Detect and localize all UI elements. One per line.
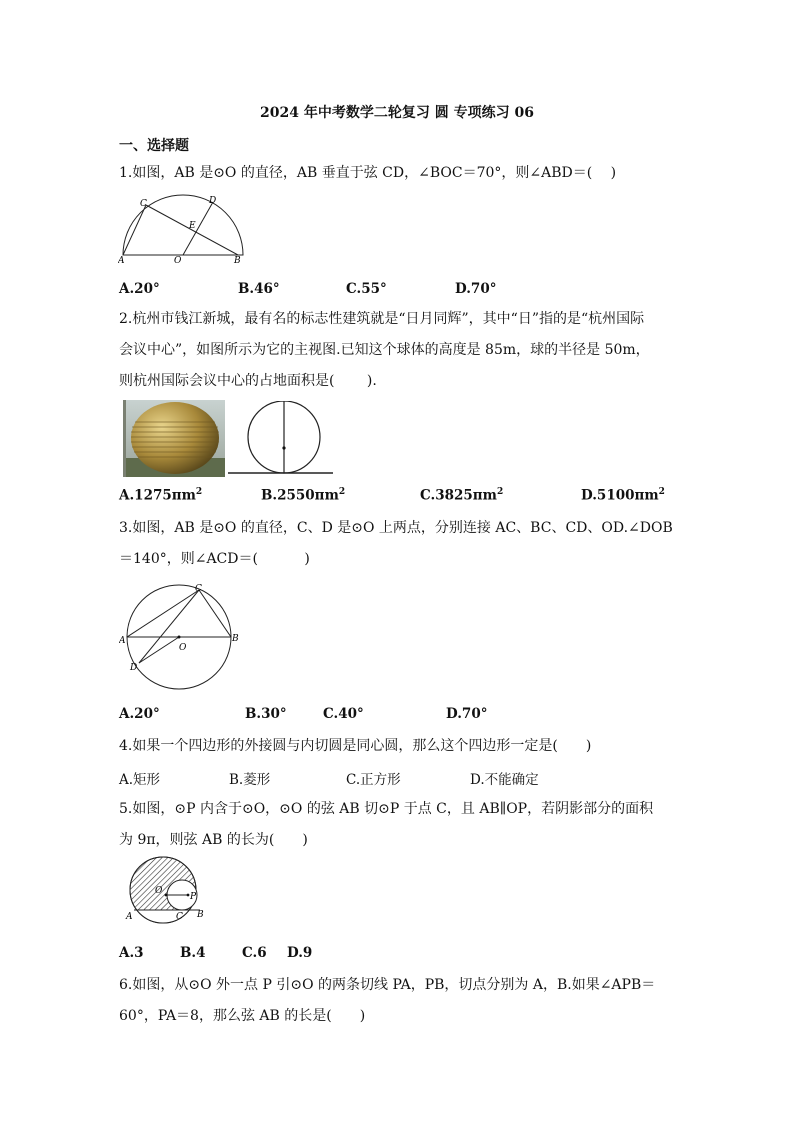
option-b: $B.2550\pi m^2$ [261,487,346,504]
question-2-line-2: 会议中心”，如图所示为它的主视图.已知这个球体的高度是 85m，球的半径是 50m， [119,342,650,358]
label-p: P [190,892,197,902]
question-5-line-1: 5.如图，⊙P 内含于⊙O，⊙O 的弦 AB 切⊙P 于点 C，且 AB∥OP，若阴影部分的面积 [119,801,654,817]
building-photo [123,400,225,477]
label-a: A [119,636,126,646]
label-e: E [189,221,196,231]
option-a: A.3 [119,945,144,961]
label-b: B [232,634,239,644]
option-d: D.70° [455,281,497,297]
label-c: C [140,199,147,209]
question-2-line-3: 则杭州国际会议中心的占地面积是( ). [119,373,377,389]
option-c: C.正方形 [346,772,401,788]
option-a: A.20° [119,706,160,722]
option-c: C.6 [242,945,267,961]
option-a: A.矩形 [119,772,161,788]
option-b: B.46° [238,281,280,297]
question-5-line-2: 为 9π，则弦 AB 的长为( ) [119,832,308,848]
question-3-figure [119,582,241,690]
option-b: B.30° [245,706,287,722]
option-d: D.70° [446,706,488,722]
front-view-figure [228,401,333,477]
option-c: C.55° [346,281,387,297]
option-d: $D.5100\pi m^2$ [581,487,665,504]
option-d: D.9 [287,945,313,961]
question-3-line-1: 3.如图，AB 是⊙O 的直径，C、D 是⊙O 上两点，分别连接 AC、BC、CD、OD.∠DOB [119,520,673,536]
option-b: B.4 [180,945,206,961]
option-d: D.不能确定 [470,772,539,788]
label-a: A [126,912,133,922]
option-a: $A.1275\pi m^2$ [119,487,203,504]
label-o: O [179,643,187,653]
option-c: $C.3825\pi m^2$ [420,487,504,504]
question-3-line-2: ＝140°，则∠ACD＝( ) [119,551,310,567]
question-2-line-1: 2.杭州市钱江新城，最有名的标志性建筑就是“日月同辉”，其中“日”指的是“杭州国际 [119,311,645,327]
option-a: A.20° [119,281,160,297]
question-4-text: 4.如果一个四边形的外接圆与内切圆是同心圆，那么这个四边形一定是( ) [119,738,592,754]
question-1-figure [118,193,248,265]
question-6-line-1: 6.如图，从⊙O 外一点 P 引⊙O 的两条切线 PA，PB，切点分别为 A，B.如果∠APB＝ [119,977,656,993]
label-d: D [209,196,217,206]
option-b: B.菱形 [229,772,271,788]
question-6-line-2: 60°，PA＝8，那么弦 AB 的长是( ) [119,1008,366,1024]
label-c: C [195,584,202,594]
label-o: O [155,886,163,896]
label-o: O [174,256,182,265]
question-1-text: 1.如图，AB 是⊙O 的直径，AB 垂直于弦 CD，∠BOC＝70°，则∠ABD＝( ) [119,165,617,181]
section-heading: 一、选择题 [119,138,189,154]
option-c: C.40° [323,706,364,722]
label-d: D [130,663,138,673]
label-a: A [118,256,125,265]
label-c: C [176,912,183,922]
label-b: B [234,256,241,265]
label-b: B [197,910,204,920]
question-5-figure [118,856,210,924]
page-title: 2024 年中考数学二轮复习 圆 专项练习 06 [260,105,534,121]
